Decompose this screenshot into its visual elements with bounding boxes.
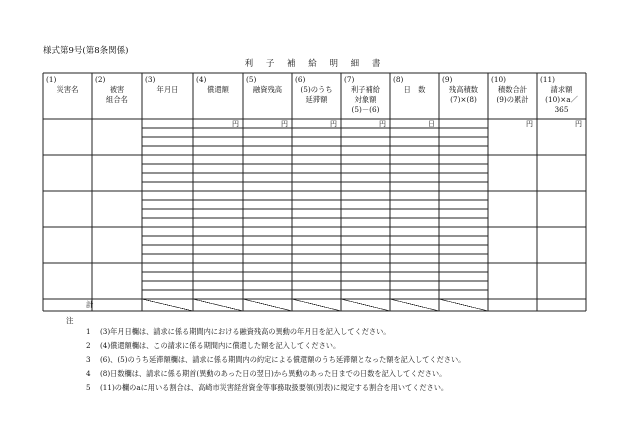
note-item (86, 355, 465, 364)
column-number-1: (1) (46, 75, 57, 84)
column-number-3: (3) (145, 75, 156, 84)
unit-marker: 円 (575, 119, 582, 128)
note-text: (8)日数欄は、請求に係る期首(異動のあった日の翌日)から異動のあった日までの日数を記入してください。 (100, 369, 447, 378)
column-header-6: (5)のうち 延滞額 (300, 85, 333, 104)
notes-title: 注 (66, 316, 74, 325)
total-diagonal (292, 299, 341, 311)
unit-marker: 円 (281, 119, 288, 128)
column-number-6: (6) (295, 75, 306, 84)
column-header-7: 利子補給 対象額 (5)－(6) (350, 85, 381, 114)
total-diagonal (390, 299, 439, 311)
column-header-4: 償還額 (207, 85, 229, 94)
note-text: (4)償還額欄は、この請求に係る期間内に償還した額を記入してください。 (100, 341, 341, 350)
note-text: (3)年月日欄は、請求に係る期間内における融資残高の異動の年月日を記入してください。 (100, 327, 391, 336)
column-number-7: (7) (344, 75, 355, 84)
note-number: 4 (86, 369, 91, 378)
unit-marker: 円 (379, 119, 386, 128)
page-title: 利 子 補 給 明 細 書 (244, 59, 386, 69)
column-number-11: (11) (540, 75, 555, 84)
unit-marker: 円 (526, 119, 533, 128)
column-number-5: (5) (246, 75, 257, 84)
column-header-9: 残高積数 (7)×(8) (448, 85, 479, 104)
column-number-9: (9) (442, 75, 453, 84)
column-header-3: 年月日 (156, 85, 179, 94)
note-item (86, 327, 391, 336)
column-header-5: 融資残高 (252, 85, 283, 94)
total-diagonal (142, 299, 193, 311)
form-id: 様式第9号(第8条関係) (43, 46, 129, 56)
note-text: (6)、(5)のうち延滞額欄は、請求に係る期間内の約定による償還額のうち延滞額となった額を記入してください。 (100, 355, 466, 364)
column-header-10: 積数合計 (9)の累計 (496, 85, 529, 104)
note-text: (11)の欄のaに用いる割合は、高崎市災害経営資金等事務取扱要領(別表)に規定する割合を用いてください。 (100, 383, 449, 392)
column-number-10: (10) (491, 75, 506, 84)
note-number: 2 (86, 341, 91, 350)
column-header-8: 日 数 (403, 85, 426, 94)
column-header-1: 災害名 (56, 85, 79, 94)
total-diagonal (439, 299, 488, 311)
note-item (86, 369, 446, 378)
column-number-4: (4) (196, 75, 207, 84)
total-label: 計 (86, 300, 94, 309)
note-item (86, 383, 448, 392)
note-number: 3 (86, 355, 91, 364)
column-number-2: (2) (95, 75, 106, 84)
note-number: 1 (86, 327, 91, 336)
note-item (86, 341, 340, 350)
total-diagonal (193, 299, 243, 311)
total-diagonal (341, 299, 390, 311)
column-header-11: 請求額 (10)×a／ 365 (545, 85, 578, 114)
note-number: 5 (86, 383, 91, 392)
unit-marker: 円 (330, 119, 337, 128)
column-header-2: 被害 組合名 (106, 85, 128, 104)
total-diagonal (243, 299, 292, 311)
column-number-8: (8) (393, 75, 404, 84)
unit-marker: 日 (428, 119, 435, 128)
unit-marker: 円 (232, 119, 239, 128)
